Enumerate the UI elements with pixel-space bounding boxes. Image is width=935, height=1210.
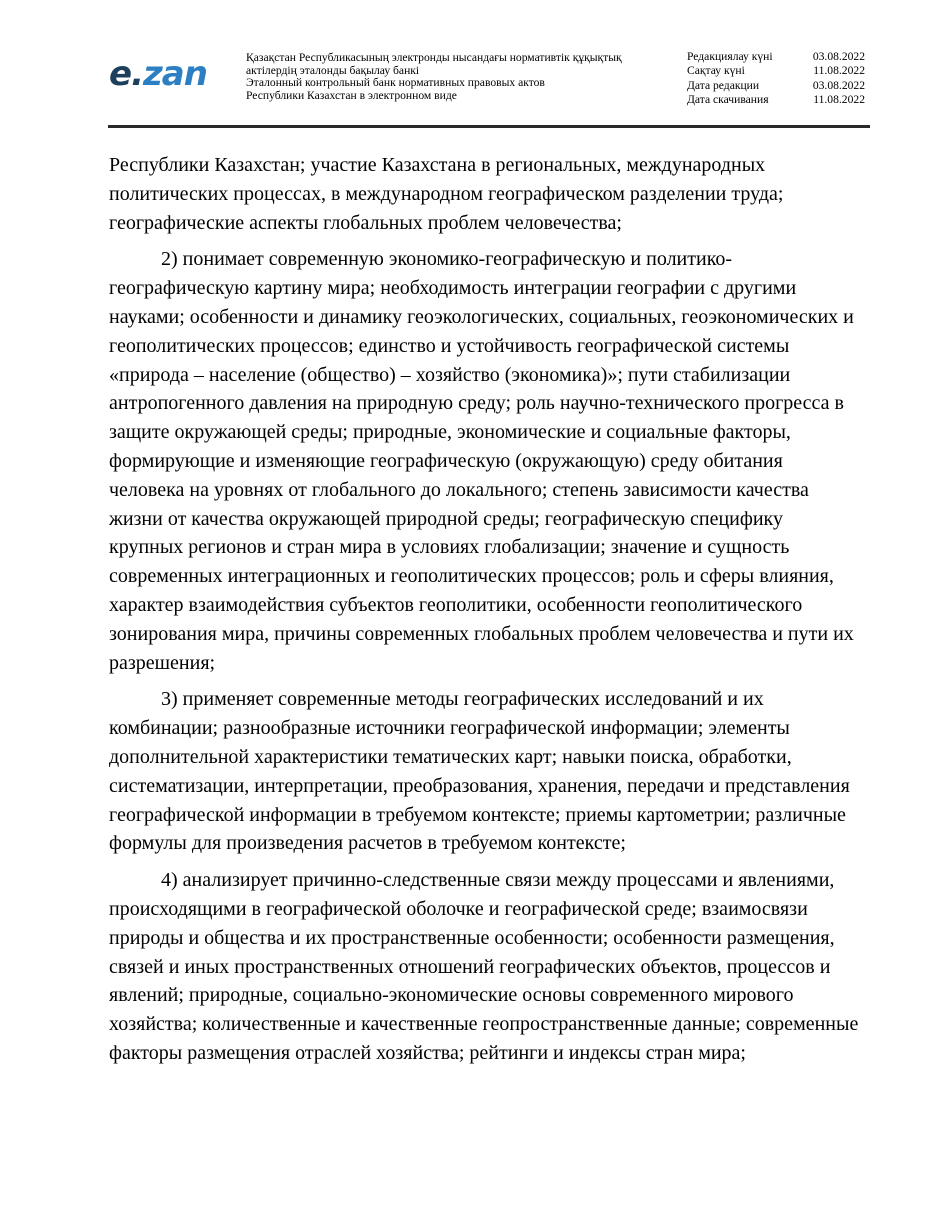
meta-label: Дата редакции <box>687 78 760 92</box>
paragraph-item-4: 4) анализирует причинно-следственные связи между процессами и явлениями, происходящими в географической оболочке и географической среде; взаимосвязи природы и общества и их пространственные особенности; особенности размещения, связей и иных пространственных отношений географических объектов, процессов и явлений; природные, социально-экономические основы современного мирового хозяйства; количественные и качественные геопространственные данные; современные факторы размещения отраслей хозяйства; рейтинги и индексы стран мира; <box>109 869 859 1064</box>
header-description-line: Қазақстан Республикасының электронды нысандағы нормативтік құқықтық <box>246 51 622 64</box>
meta-label: Дата скачивания <box>687 93 769 107</box>
meta-row-edit-date-kz <box>687 50 865 64</box>
logo-dot: . <box>131 54 143 94</box>
document-body <box>109 151 859 1068</box>
meta-value: 11.08.2022 <box>813 64 865 78</box>
page-header <box>0 0 935 130</box>
meta-label: Сақтау күні <box>687 64 745 78</box>
header-description <box>246 52 666 102</box>
paragraph-item-3: 3) применяет современные методы географических исследований и их комбинации; разнообразные источники географической информации; элементы дополнительной характеристики тематических карт; навыки поиска, обработки, систематизации, интерпретации, преобразования, хранения, передачи и представления географической информации в требуемом контексте; приемы картометрии; различные формулы для произведения расчетов в требуемом контексте; <box>109 688 850 855</box>
meta-value: 11.08.2022 <box>813 93 865 107</box>
meta-row-save-date-kz <box>687 64 865 78</box>
meta-row-download-date-ru <box>687 93 865 107</box>
meta-value: 03.08.2022 <box>812 50 865 63</box>
paragraph-continuation: Республики Казахстан; участие Казахстана в региональных, международных политических процессах, в международном географическом разделении труда; географические аспекты глобальных проблем человечества; <box>109 154 784 234</box>
meta-row-edit-date-ru <box>687 79 865 93</box>
header-description-line: Эталонный контрольный банк нормативных правовых актов <box>246 76 545 90</box>
logo-zan: zan <box>142 54 207 94</box>
paragraph-item-2: 2) понимает современную экономико-географическую и политико-географическую картину мира; необходимость интеграции географии с другими науками; особенности и динамику геоэкологических, социальных, геоэкономических и геополитических процессов; единство и устойчивость географической системы «природа – население (общество) – хозяйство (экономика)»; пути стабилизации антропогенного давления на природную среду; роль научно-технического прогресса в защите окружающей среды; природные, экономические и социальные факторы, формирующие и изменяющие географическую (окружающую) среду обитания человека на уровнях от глобального до локального; степень зависимости качества жизни от качества окружающей природной среды; географическую специфику крупных регионов и стран мира в условиях глобализации; значение и сущность современных интеграционных и геополитических процессов; роль и сферы влияния, характер взаимодействия субъектов геополитики, особенности геополитического зонирования мира, причины современных глобальных проблем человечества и пути их разрешения; <box>109 248 854 674</box>
header-description-line: Республики Казахстан в электронном виде <box>246 88 457 102</box>
ezan-logo <box>109 52 239 96</box>
meta-label: Редакциялау күні <box>687 50 773 63</box>
header-dates <box>687 50 865 108</box>
header-description-line: актілердің эталонды бақылау банкі <box>246 63 420 77</box>
logo-e: e <box>109 54 132 94</box>
meta-value: 03.08.2022 <box>812 78 865 92</box>
header-divider <box>108 125 870 128</box>
